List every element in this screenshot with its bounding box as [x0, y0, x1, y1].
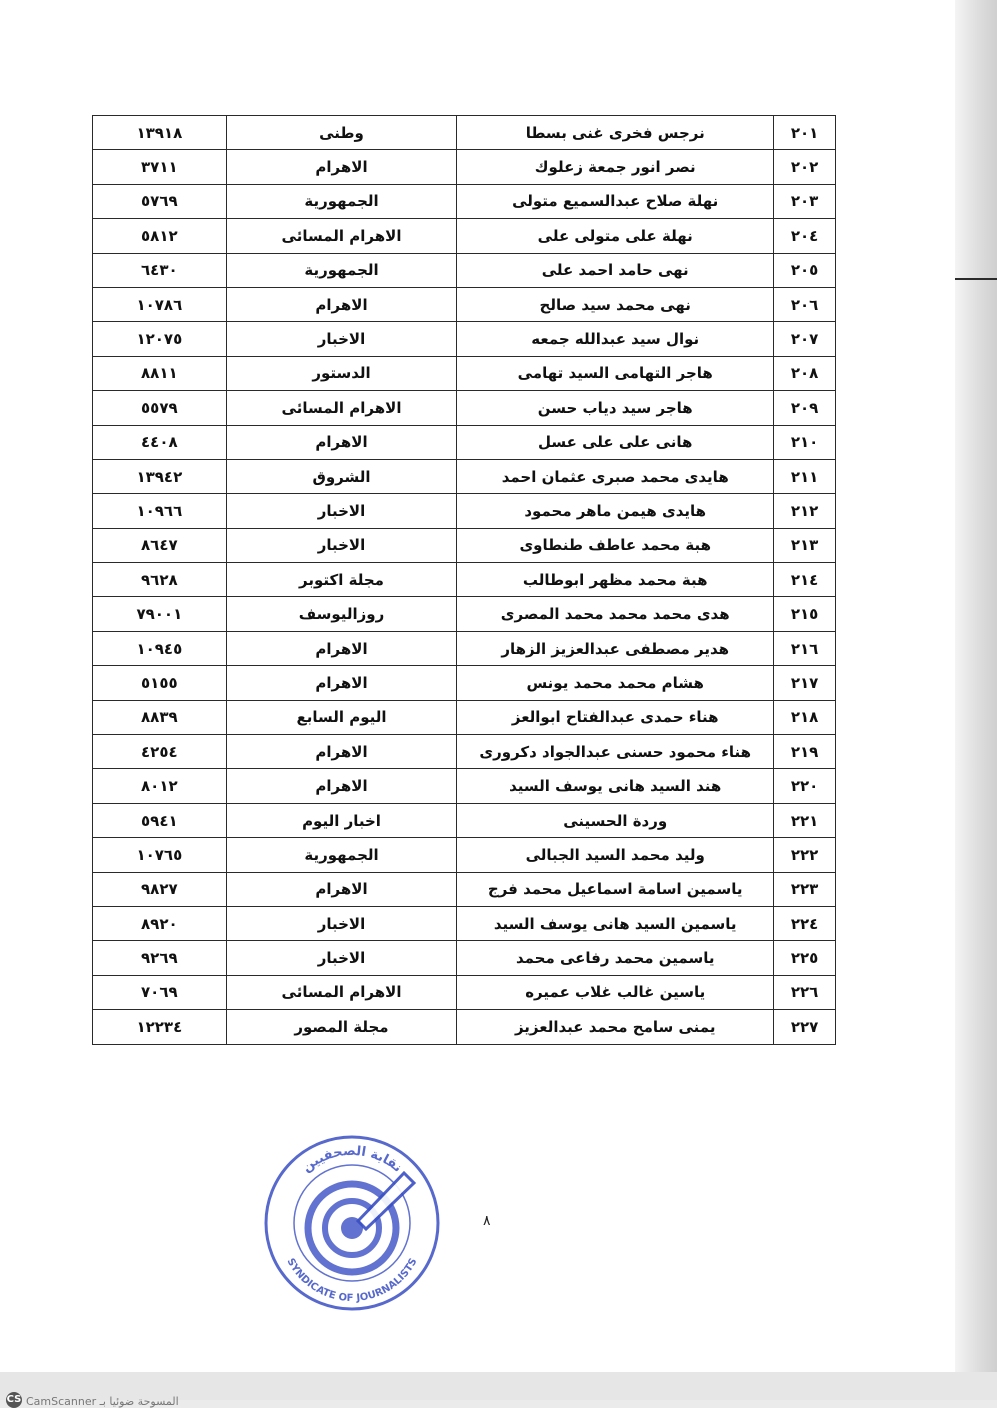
row-number-cell: ٢٠٥ — [774, 253, 836, 287]
row-number-cell: ٢٢٦ — [774, 975, 836, 1009]
newspaper-cell: الدستور — [226, 356, 457, 390]
name-cell: ياسمين اسامة اسماعيل محمد فرج — [457, 872, 774, 906]
name-cell: هاجر التهامى السيد تهامى — [457, 356, 774, 390]
newspaper-cell: الاخبار — [226, 494, 457, 528]
row-number-cell: ٢٠٢ — [774, 150, 836, 184]
row-number-cell: ٢٠٩ — [774, 391, 836, 425]
membership-number-cell: ٤٢٥٤ — [93, 735, 227, 769]
row-number-cell: ٢١٠ — [774, 425, 836, 459]
row-number-cell: ٢١١ — [774, 459, 836, 493]
name-cell: نرجس فخرى غنى بسطا — [457, 116, 774, 150]
page-number: ٨ — [483, 1213, 491, 1229]
name-cell: نهلة صلاح عبدالسميع متولى — [457, 184, 774, 218]
membership-number-cell: ١٢٢٣٤ — [93, 1010, 227, 1044]
journalists-table-body — [93, 116, 836, 1045]
row-number-cell: ٢٢٠ — [774, 769, 836, 803]
row-number-cell: ٢١٤ — [774, 563, 836, 597]
name-cell: هاجر سيد دياب حسن — [457, 391, 774, 425]
name-cell: هايدى هيمن ماهر محمود — [457, 494, 774, 528]
name-cell: نصر انور جمعة زعلوك — [457, 150, 774, 184]
newspaper-cell: الاهرام المسائى — [226, 391, 457, 425]
table-row — [93, 425, 836, 459]
table-row — [93, 184, 836, 218]
row-number-cell: ٢٢٣ — [774, 872, 836, 906]
name-cell: هشام محمد محمد يونس — [457, 666, 774, 700]
newspaper-cell: الاهرام — [226, 150, 457, 184]
name-cell: هناء حمدى عبدالفتاح ابوالعز — [457, 700, 774, 734]
camscanner-logo: CS — [6, 1392, 22, 1408]
name-cell: نهلة على متولى على — [457, 219, 774, 253]
table-row — [93, 700, 836, 734]
membership-number-cell: ٧٩٠٠١ — [93, 597, 227, 631]
membership-number-cell: ١٠٩٦٦ — [93, 494, 227, 528]
newspaper-cell: اخبار اليوم — [226, 803, 457, 837]
name-cell: ياسمين السيد هانى يوسف السيد — [457, 906, 774, 940]
name-cell: نوال سيد عبدالله جمعه — [457, 322, 774, 356]
table-row — [93, 391, 836, 425]
newspaper-cell: اليوم السابع — [226, 700, 457, 734]
footer-watermark-text: المسوحة ضوئيا بـ CamScanner — [26, 1395, 179, 1408]
edge-line — [955, 278, 997, 280]
membership-number-cell: ١٢٠٧٥ — [93, 322, 227, 356]
row-number-cell: ٢١٥ — [774, 597, 836, 631]
syndicate-seal — [262, 1133, 442, 1313]
table-row — [93, 666, 836, 700]
newspaper-cell: الاهرام — [226, 769, 457, 803]
row-number-cell: ٢١٨ — [774, 700, 836, 734]
name-cell: هانى على على عسل — [457, 425, 774, 459]
table-row — [93, 941, 836, 975]
newspaper-cell: الاهرام المسائى — [226, 219, 457, 253]
table-row — [93, 287, 836, 321]
membership-number-cell: ٨٩٢٠ — [93, 906, 227, 940]
name-cell: هند السيد هانى يوسف السيد — [457, 769, 774, 803]
row-number-cell: ٢١٢ — [774, 494, 836, 528]
membership-number-cell: ١٠٧٦٥ — [93, 838, 227, 872]
table-row — [93, 906, 836, 940]
row-number-cell: ٢١٦ — [774, 631, 836, 665]
membership-number-cell: ٨٨٣٩ — [93, 700, 227, 734]
membership-number-cell: ٣٧١١ — [93, 150, 227, 184]
membership-number-cell: ٩٢٦٩ — [93, 941, 227, 975]
name-cell: هبة محمد مظهر ابوطالب — [457, 563, 774, 597]
newspaper-cell: الجمهورية — [226, 838, 457, 872]
table-row — [93, 322, 836, 356]
table-row — [93, 803, 836, 837]
membership-number-cell: ٥٧٦٩ — [93, 184, 227, 218]
membership-number-cell: ٥١٥٥ — [93, 666, 227, 700]
newspaper-cell: الاهرام — [226, 287, 457, 321]
row-number-cell: ٢٢١ — [774, 803, 836, 837]
membership-number-cell: ٥٨١٢ — [93, 219, 227, 253]
row-number-cell: ٢٢٤ — [774, 906, 836, 940]
name-cell: هبة محمد عاطف طنطاوى — [457, 528, 774, 562]
membership-number-cell: ١٣٩١٨ — [93, 116, 227, 150]
name-cell: ياسمين محمد رفاعى محمد — [457, 941, 774, 975]
newspaper-cell: روزاليوسف — [226, 597, 457, 631]
table-row — [93, 769, 836, 803]
table-row — [93, 116, 836, 150]
newspaper-cell: مجلة اكتوبر — [226, 563, 457, 597]
row-number-cell: ٢١٧ — [774, 666, 836, 700]
svg-text:نقابة الصحفيين — [300, 1144, 405, 1176]
page-edge-shadow — [955, 0, 997, 1400]
row-number-cell: ٢٠٤ — [774, 219, 836, 253]
membership-number-cell: ٨٦٤٧ — [93, 528, 227, 562]
table-row — [93, 872, 836, 906]
membership-number-cell: ٥٩٤١ — [93, 803, 227, 837]
newspaper-cell: الاخبار — [226, 941, 457, 975]
newspaper-cell: الجمهورية — [226, 184, 457, 218]
newspaper-cell: الجمهورية — [226, 253, 457, 287]
seal-bottom-text: SYNDICATE OF JOURNALISTS — [284, 1256, 420, 1305]
membership-number-cell: ٨٠١٢ — [93, 769, 227, 803]
newspaper-cell: مجلة المصور — [226, 1010, 457, 1044]
newspaper-cell: الاهرام — [226, 425, 457, 459]
table-row — [93, 563, 836, 597]
newspaper-cell: الاخبار — [226, 906, 457, 940]
membership-number-cell: ٧٠٦٩ — [93, 975, 227, 1009]
table-row — [93, 356, 836, 390]
newspaper-cell: وطنى — [226, 116, 457, 150]
row-number-cell: ٢٠٨ — [774, 356, 836, 390]
membership-number-cell: ٩٦٢٨ — [93, 563, 227, 597]
newspaper-cell: الشروق — [226, 459, 457, 493]
table-row — [93, 219, 836, 253]
name-cell: يمنى سامح محمد عبدالعزيز — [457, 1010, 774, 1044]
name-cell: وردة الحسينى — [457, 803, 774, 837]
membership-number-cell: ١٠٧٨٦ — [93, 287, 227, 321]
newspaper-cell: الاهرام — [226, 872, 457, 906]
newspaper-cell: الاهرام — [226, 631, 457, 665]
name-cell: هايدى محمد صبرى عثمان احمد — [457, 459, 774, 493]
name-cell: هناء محمود حسنى عبدالجواد دكرورى — [457, 735, 774, 769]
table-row — [93, 253, 836, 287]
membership-number-cell: ٥٥٧٩ — [93, 391, 227, 425]
row-number-cell: ٢١٩ — [774, 735, 836, 769]
name-cell: ياسين غالب غلاب عميره — [457, 975, 774, 1009]
newspaper-cell: الاهرام — [226, 735, 457, 769]
membership-number-cell: ٨٨١١ — [93, 356, 227, 390]
table-row — [93, 838, 836, 872]
membership-number-cell: ٦٤٣٠ — [93, 253, 227, 287]
newspaper-cell: الاهرام — [226, 666, 457, 700]
table-row — [93, 631, 836, 665]
row-number-cell: ٢٠٧ — [774, 322, 836, 356]
newspaper-cell: الاهرام المسائى — [226, 975, 457, 1009]
row-number-cell: ٢٠١ — [774, 116, 836, 150]
seal-top-text: نقابة الصحفيين — [299, 1143, 405, 1176]
membership-number-cell: ١٠٩٤٥ — [93, 631, 227, 665]
table-row — [93, 150, 836, 184]
row-number-cell: ٢٠٦ — [774, 287, 836, 321]
membership-number-cell: ٩٨٢٧ — [93, 872, 227, 906]
table-row — [93, 494, 836, 528]
journalists-table — [92, 115, 836, 1045]
row-number-cell: ٢١٣ — [774, 528, 836, 562]
membership-number-cell: ١٣٩٤٢ — [93, 459, 227, 493]
membership-number-cell: ٤٤٠٨ — [93, 425, 227, 459]
row-number-cell: ٢٢٢ — [774, 838, 836, 872]
table-row — [93, 597, 836, 631]
name-cell: وليد محمد السيد الجبالى — [457, 838, 774, 872]
table-row — [93, 735, 836, 769]
name-cell: هدى محمد محمد محمد المصرى — [457, 597, 774, 631]
row-number-cell: ٢٢٧ — [774, 1010, 836, 1044]
table-row — [93, 1010, 836, 1044]
row-number-cell: ٢٢٥ — [774, 941, 836, 975]
table-row — [93, 975, 836, 1009]
newspaper-cell: الاخبار — [226, 322, 457, 356]
name-cell: نهى حامد احمد على — [457, 253, 774, 287]
name-cell: هدير مصطفى عبدالعزيز الزهار — [457, 631, 774, 665]
row-number-cell: ٢٠٣ — [774, 184, 836, 218]
newspaper-cell: الاخبار — [226, 528, 457, 562]
table-row — [93, 528, 836, 562]
table-row — [93, 459, 836, 493]
name-cell: نهى محمد سيد صالح — [457, 287, 774, 321]
